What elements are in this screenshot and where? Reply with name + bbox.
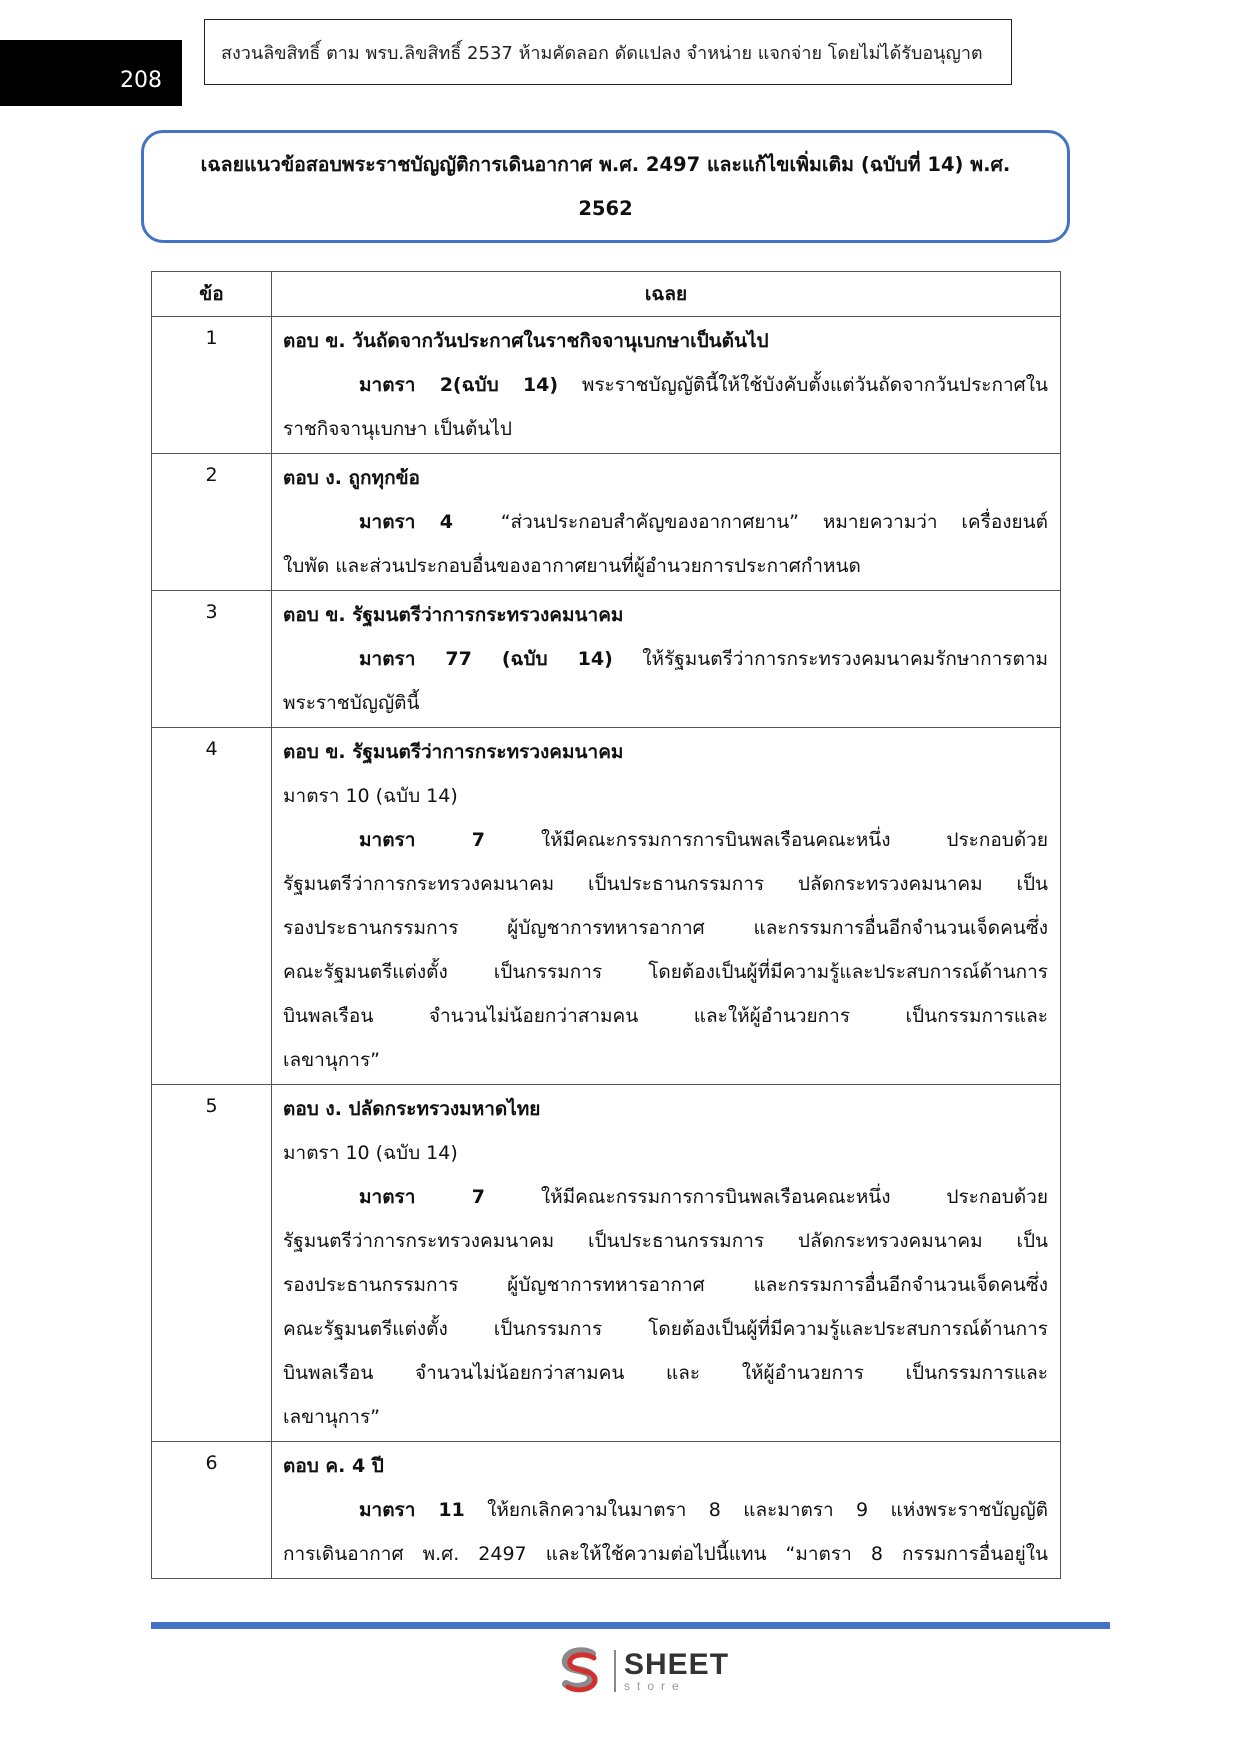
- explanation-line: [283, 500, 1048, 544]
- explanation-text: ให้มีคณะกรรมการการบินพลเรือนคณะหนึ่ง ประกอบด้วย: [540, 829, 1048, 851]
- explanation-line: รัฐมนตรีว่าการกระทรวงคมนาคม เป็นประธานกรรมการ ปลัดกระทรวงคมนาคม เป็น: [283, 873, 1048, 895]
- header-answer: เฉลย: [272, 272, 1061, 317]
- table-row: [152, 1085, 1061, 1442]
- answer-choice: ตอบ ง. ถูกทุกข้อ: [283, 467, 420, 489]
- explanation-line: ใบพัด และส่วนประกอบอื่นของอากาศยานที่ผู้อำนวยการประกาศกำหนด: [283, 555, 861, 577]
- logo-subtitle: store: [624, 1679, 686, 1693]
- answer-cell: [272, 454, 1061, 591]
- table-row: [152, 728, 1061, 1085]
- explanation-text: “ส่วนประกอบสำคัญของอากาศยาน” หมายความว่า เครื่องยนต์: [500, 511, 1048, 533]
- table-row: [152, 317, 1061, 454]
- sheet-store-logo-icon: [556, 1646, 606, 1696]
- answer-choice: ตอบ ข. วันถัดจากวันประกาศในราชกิจจานุเบกษาเป็นต้นไป: [283, 330, 769, 352]
- answer-cell: [272, 728, 1061, 1085]
- explanation-line: รองประธานกรรมการ ผู้บัญชาการทหารอากาศ และกรรมการอื่นอีกจำนวนเจ็ดคนซึ่ง: [283, 1274, 1048, 1296]
- amendment-reference: มาตรา 10 (ฉบับ 14): [283, 1142, 458, 1164]
- question-number: 5: [152, 1085, 272, 1442]
- copyright-notice-box: [204, 19, 1012, 85]
- answer-cell: [272, 591, 1061, 728]
- section-reference: มาตรา 77 (ฉบับ 14): [359, 648, 613, 670]
- question-number: 3: [152, 591, 272, 728]
- explanation-line: [283, 1175, 1048, 1219]
- section-reference: มาตรา 4: [359, 511, 454, 533]
- answer-table: [151, 271, 1061, 1579]
- table-header-row: [152, 272, 1061, 317]
- explanation-line: [283, 363, 1048, 407]
- question-number: 2: [152, 454, 272, 591]
- answer-choice: ตอบ ง. ปลัดกระทรวงมหาดไทย: [283, 1098, 541, 1120]
- answer-choice: ตอบ ข. รัฐมนตรีว่าการกระทรวงคมนาคม: [283, 604, 624, 626]
- explanation-line: รัฐมนตรีว่าการกระทรวงคมนาคม เป็นประธานกรรมการ ปลัดกระทรวงคมนาคม เป็น: [283, 1230, 1048, 1252]
- explanation-line: [283, 1488, 1048, 1532]
- explanation-line: ราชกิจจานุเบกษา เป็นต้นไป: [283, 418, 512, 440]
- explanation-line: [283, 637, 1048, 681]
- table-row: [152, 454, 1061, 591]
- answer-cell: [272, 1442, 1061, 1579]
- explanation-line: บินพลเรือน จำนวนไม่น้อยกว่าสามคน และ ให้ผู้อำนวยการ เป็นกรรมการและ: [283, 1362, 1048, 1384]
- header-question-number: ข้อ: [152, 272, 272, 317]
- logo-name: SHEET: [624, 1648, 730, 1681]
- section-reference: มาตรา 2(ฉบับ 14): [359, 374, 559, 396]
- section-reference: มาตรา 11: [359, 1499, 465, 1521]
- answer-cell: [272, 1085, 1061, 1442]
- explanation-line: การเดินอากาศ พ.ศ. 2497 และให้ใช้ความต่อไปนี้แทน “มาตรา 8 กรรมการอื่นอยู่ใน: [283, 1543, 1048, 1565]
- question-number: 6: [152, 1442, 272, 1579]
- explanation-text: พระราชบัญญัตินี้ให้ใช้บังคับตั้งแต่วันถัดจากวันประกาศใน: [581, 374, 1048, 396]
- copyright-notice: สงวนลิขสิทธิ์ ตาม พรบ.ลิขสิทธิ์ 2537 ห้ามคัดลอก ดัดแปลง จำหน่าย แจกจ่าย โดยไม่ได้รับอนุญาต: [221, 42, 983, 64]
- question-number: 4: [152, 728, 272, 1085]
- explanation-line: บินพลเรือน จำนวนไม่น้อยกว่าสามคน และให้ผู้อำนวยการ เป็นกรรมการและ: [283, 1005, 1048, 1027]
- explanation-line: เลขานุการ”: [283, 1406, 381, 1428]
- explanation-line: คณะรัฐมนตรีแต่งตั้ง เป็นกรรมการ โดยต้องเป็นผู้ที่มีความรู้และประสบการณ์ด้านการ: [283, 1318, 1048, 1340]
- document-title-box: [141, 130, 1070, 243]
- table-row: [152, 1442, 1061, 1579]
- explanation-text: ให้มีคณะกรรมการการบินพลเรือนคณะหนึ่ง ประกอบด้วย: [540, 1186, 1048, 1208]
- sheet-store-logo: [556, 1643, 729, 1699]
- explanation-line: พระราชบัญญัตินี้: [283, 692, 420, 714]
- section-reference: มาตรา 7: [359, 829, 486, 851]
- amendment-reference: มาตรา 10 (ฉบับ 14): [283, 785, 458, 807]
- table-row: [152, 591, 1061, 728]
- explanation-line: [283, 818, 1048, 862]
- explanation-line: รองประธานกรรมการ ผู้บัญชาการทหารอากาศ และกรรมการอื่นอีกจำนวนเจ็ดคนซึ่ง: [283, 917, 1048, 939]
- document-title-line-1: เฉลยแนวข้อสอบพระราชบัญญัติการเดินอากาศ พ.ศ. 2497 และแก้ไขเพิ่มเติม (ฉบับที่ 14) พ.ศ.: [200, 153, 1011, 176]
- answer-cell: [272, 317, 1061, 454]
- explanation-line: คณะรัฐมนตรีแต่งตั้ง เป็นกรรมการ โดยต้องเป็นผู้ที่มีความรู้และประสบการณ์ด้านการ: [283, 961, 1048, 983]
- explanation-text: ให้ยกเลิกความในมาตรา 8 และมาตรา 9 แห่งพระราชบัญญัติ: [487, 1499, 1048, 1521]
- section-reference: มาตรา 7: [359, 1186, 486, 1208]
- sheet-store-logo-text: [614, 1650, 729, 1692]
- page-number-tab: [0, 40, 182, 106]
- answer-choice: ตอบ ค. 4 ปี: [283, 1455, 384, 1477]
- explanation-text: ให้รัฐมนตรีว่าการกระทรวงคมนาคมรักษาการตาม: [642, 648, 1048, 670]
- explanation-line: เลขานุการ”: [283, 1049, 381, 1071]
- page-number: 208: [120, 67, 162, 93]
- footer-accent-bar: [151, 1622, 1110, 1629]
- document-title-line-2: 2562: [578, 197, 633, 220]
- answer-choice: ตอบ ข. รัฐมนตรีว่าการกระทรวงคมนาคม: [283, 741, 624, 763]
- question-number: 1: [152, 317, 272, 454]
